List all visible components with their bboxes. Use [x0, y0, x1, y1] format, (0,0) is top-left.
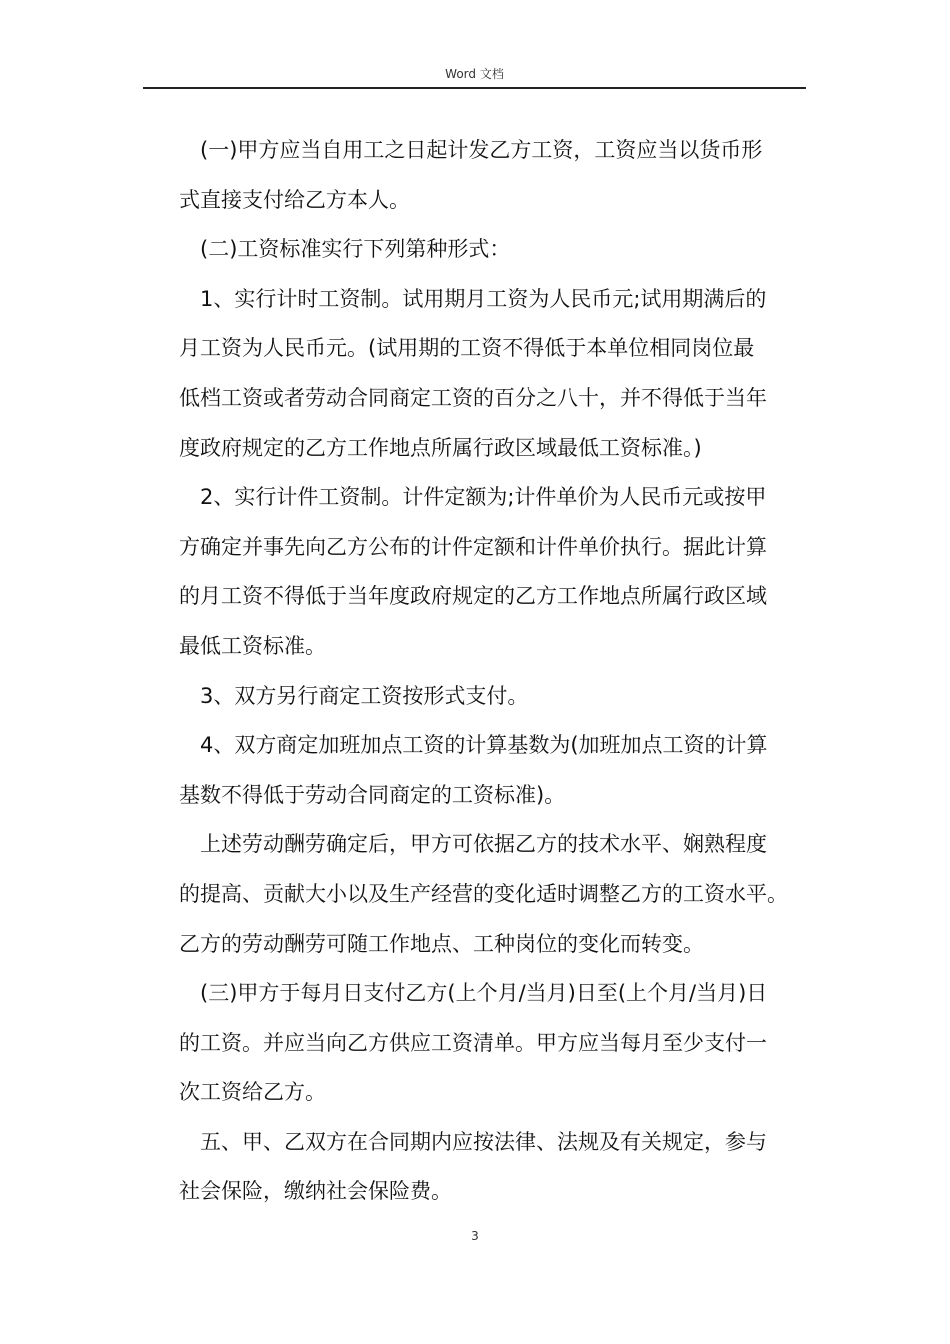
- page-header: Word 文档: [445, 67, 504, 81]
- text-line: 乙方的劳动酬劳可随工作地点、工种岗位的变化而转变。: [179, 931, 704, 956]
- text-line: 最低工资标准。: [179, 633, 326, 658]
- text-line: (三)甲方于每月日支付乙方(上个月/当月)日至(上个月/当月)日: [179, 981, 768, 1006]
- text-line: (一)甲方应当自用工之日起计发乙方工资，工资应当以货币形: [179, 138, 763, 162]
- text-line: 4、双方商定加班加点工资的计算基数为(加班加点工资的计算: [179, 733, 768, 758]
- text-line: 基数不得低于劳动合同商定的工资标准)。: [179, 782, 566, 807]
- text-line: 3、双方另行商定工资按形式支付。: [179, 683, 529, 708]
- text-line: 上述劳动酬劳确定后，甲方可依据乙方的技术水平、娴熟程度: [179, 832, 767, 857]
- header-divider: [143, 87, 806, 89]
- text-line: 度政府规定的乙方工作地点所属行政区域最低工资标准。): [179, 435, 702, 460]
- text-line: 的工资。并应当向乙方供应工资清单。甲方应当每月至少支付一: [179, 1030, 767, 1055]
- text-line: 1、实行计时工资制。试用期月工资为人民币元;试用期满后的: [179, 286, 767, 311]
- page-number: 3: [471, 1229, 479, 1243]
- text-line: 方确定并事先向乙方公布的计件定额和计件单价执行。据此计算: [179, 534, 767, 559]
- text-line: 2、实行计件工资制。计件定额为;计件单价为人民币元或按甲: [179, 485, 767, 510]
- text-line: 的提高、贡献大小以及生产经营的变化适时调整乙方的工资水平。: [179, 881, 788, 906]
- text-line: 月工资为人民币元。(试用期的工资不得低于本单位相同岗位最: [179, 336, 755, 361]
- text-line: 式直接支付给乙方本人。: [179, 187, 410, 212]
- text-line: 次工资给乙方。: [179, 1080, 326, 1105]
- text-line: 社会保险，缴纳社会保险费。: [179, 1179, 452, 1204]
- text-line: 的月工资不得低于当年度政府规定的乙方工作地点所属行政区域: [179, 584, 767, 609]
- text-line: 五、甲、乙双方在合同期内应按法律、法规及有关规定，参与: [179, 1129, 767, 1154]
- text-line: (二)工资标准实行下列第种形式：: [179, 237, 511, 262]
- document-body: [179, 126, 819, 1217]
- text-line: 低档工资或者劳动合同商定工资的百分之八十，并不得低于当年: [179, 385, 767, 410]
